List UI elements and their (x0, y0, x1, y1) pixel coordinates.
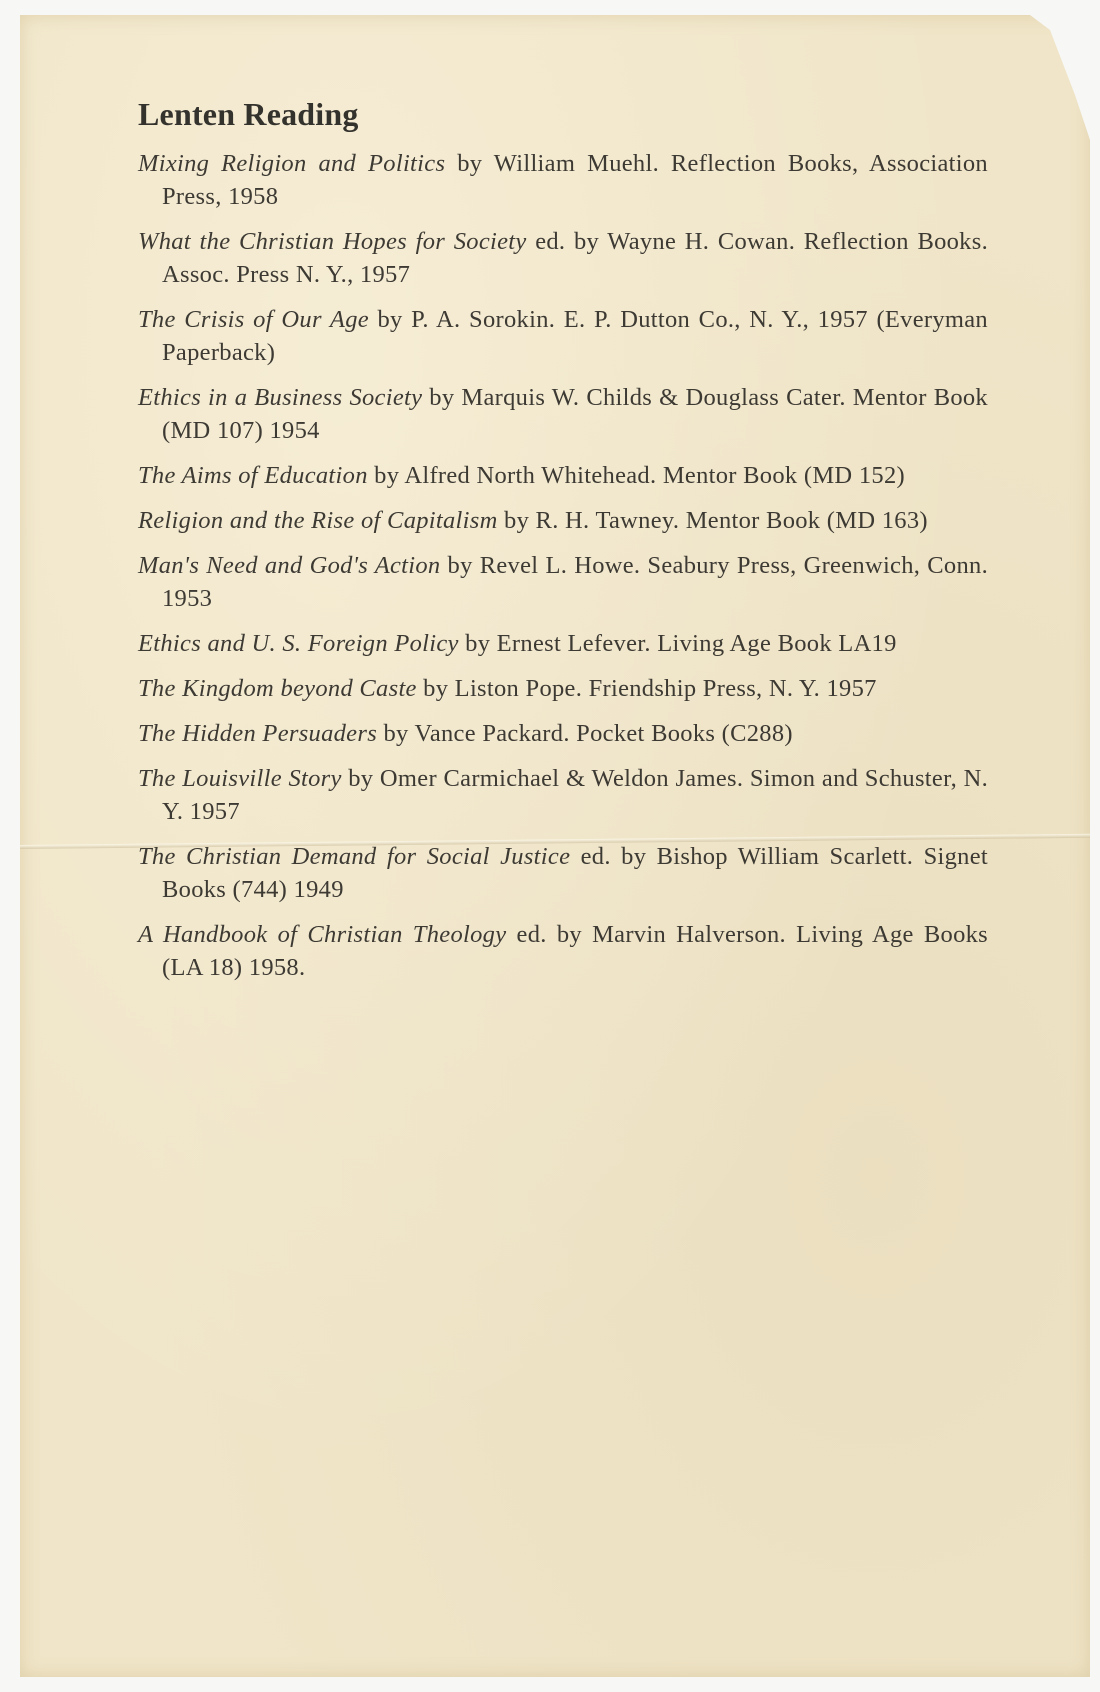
list-item (138, 147, 988, 213)
list-item (138, 504, 988, 537)
book-details: by Alfred North Whitehead. Mentor Book (MD 152) (367, 462, 905, 489)
list-item (138, 627, 988, 660)
book-details: by Marquis W. Childs & Douglass Cater. Mentor Book (MD 107) 1954 (162, 384, 988, 444)
book-details: by P. A. Sorokin. E. P. Dutton Co., N. Y., 1957 (Everyman Paperback) (162, 306, 988, 366)
list-item (138, 303, 988, 369)
book-title: A Handbook of Christian Theology (138, 921, 507, 948)
book-details: ed. by Wayne H. Cowan. Reflection Books. Assoc. Press N. Y., 1957 (162, 228, 988, 288)
list-item (138, 672, 988, 705)
book-details: by William Muehl. Reflection Books, Association Press, 1958 (162, 150, 988, 210)
book-details: ed. by Bishop William Scarlett. Signet Books (744) 1949 (162, 843, 988, 903)
book-title: The Crisis of Our Age (138, 306, 369, 333)
list-item (138, 549, 988, 615)
list-item (138, 225, 988, 291)
list-item (138, 459, 988, 492)
book-title: What the Christian Hopes for Society (138, 228, 527, 255)
list-item (138, 840, 988, 906)
list-item (138, 381, 988, 447)
book-title: The Kingdom beyond Caste (138, 675, 417, 702)
book-title: The Aims of Education (138, 462, 368, 489)
book-details: by Liston Pope. Friendship Press, N. Y. 1957 (416, 675, 877, 702)
page-title: Lenten Reading (138, 96, 359, 132)
book-title: The Louisville Story (138, 765, 342, 792)
book-title: Man's Need and God's Action (138, 552, 441, 579)
list-item (138, 717, 988, 750)
book-title: Ethics in a Business Society (138, 384, 423, 411)
book-title: Ethics and U. S. Foreign Policy (138, 630, 459, 657)
book-title: Religion and the Rise of Capitalism (138, 507, 498, 534)
book-details: by Revel L. Howe. Seabury Press, Greenwich, Conn. 1953 (162, 552, 989, 612)
book-details: by Omer Carmichael & Weldon James. Simon and Schuster, N. Y. 1957 (162, 765, 988, 825)
list-item (138, 762, 988, 828)
book-details: ed. by Marvin Halverson. Living Age Books (LA 18) 1958. (162, 921, 988, 981)
book-details: by Ernest Lefever. Living Age Book LA19 (458, 630, 897, 657)
book-title: Mixing Religion and Politics (138, 150, 446, 177)
reading-list (138, 96, 988, 996)
list-item (138, 918, 988, 984)
book-title: The Christian Demand for Social Justice (138, 843, 571, 870)
book-title: The Hidden Persuaders (138, 720, 378, 747)
book-details: by R. H. Tawney. Mentor Book (MD 163) (497, 507, 928, 534)
book-details: by Vance Packard. Pocket Books (C288) (377, 720, 793, 747)
